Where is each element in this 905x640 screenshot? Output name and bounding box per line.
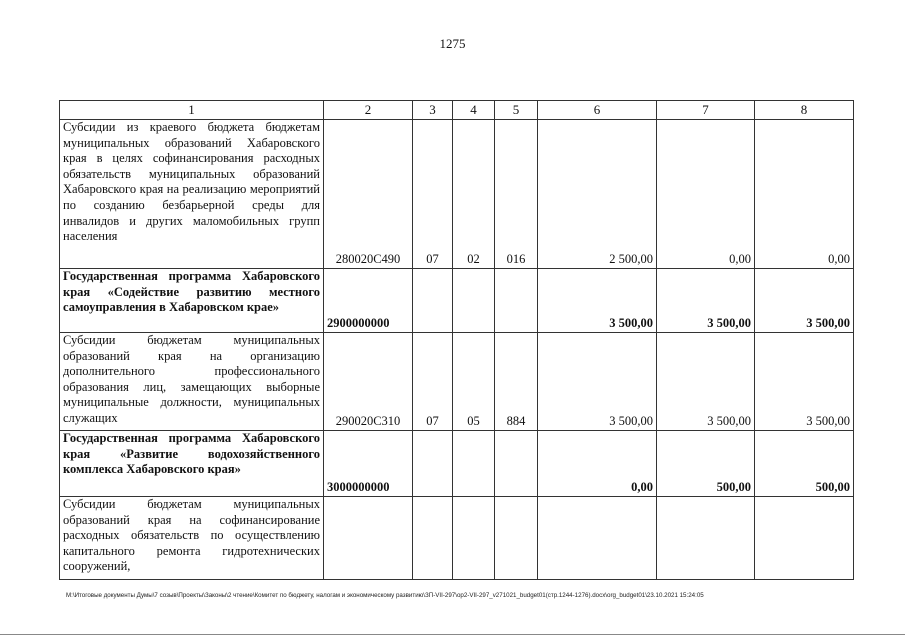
table-row [60,497,854,580]
header-cell: 2 [324,101,413,120]
row-section [413,269,453,333]
row-value-7: 500,00 [657,431,755,497]
row-type [495,269,538,333]
row-value-6: 2 500,00 [538,120,657,269]
page-number: 1275 [439,36,466,51]
row-type [495,497,538,580]
row-value-7: 0,00 [657,120,755,269]
row-value-6 [538,497,657,580]
header-cell: 6 [538,101,657,120]
row-value-8 [755,497,854,580]
row-value-8: 0,00 [755,120,854,269]
row-value-7: 3 500,00 [657,333,755,431]
row-subsection [453,431,495,497]
row-code: 2900000000 [324,269,413,333]
row-name: Субсидии из краевого бюджета бюджетам муниципальных образований Хабаровского края в целях софинансирования расходных обязательств муниципальных образований Хабаровского края на реализацию мероприятий по созданию безбарьерной среды для инвалидов и других маломобильных групп населения [60,120,324,269]
table-header-row [60,101,854,120]
row-value-6: 3 500,00 [538,333,657,431]
row-value-6: 0,00 [538,431,657,497]
row-subsection [453,269,495,333]
row-subsection: 02 [453,120,495,269]
header-cell: 5 [495,101,538,120]
table-row [60,333,854,431]
row-code: 280020С490 [324,120,413,269]
row-name: Субсидии бюджетам муниципальных образований края на организацию дополнительного профессионального образования лиц, замещающих выборные муниципальные должности, муниципальных служащих [60,333,324,431]
bottom-divider [0,634,905,635]
row-code: 3000000000 [324,431,413,497]
row-value-8: 3 500,00 [755,333,854,431]
header-cell: 3 [413,101,453,120]
row-code: 290020С310 [324,333,413,431]
row-type: 016 [495,120,538,269]
row-name: Государственная программа Хабаровского края «Развитие водохозяйственного комплекса Хабаровского края» [60,431,324,497]
row-subsection: 05 [453,333,495,431]
table-row [60,431,854,497]
table-row [60,269,854,333]
row-section [413,431,453,497]
row-value-7: 3 500,00 [657,269,755,333]
row-section: 07 [413,333,453,431]
row-name: Государственная программа Хабаровского края «Содействие развитию местного самоуправления в Хабаровском крае» [60,269,324,333]
budget-table [59,100,854,580]
row-type: 884 [495,333,538,431]
row-name: Субсидии бюджетам муниципальных образований края на софинансирование расходных обязательств по осуществлению капитального ремонта гидротехнических сооружений, [60,497,324,580]
row-section [413,497,453,580]
row-value-8: 500,00 [755,431,854,497]
footer-file-path: М:\Итоговые документы Думы\7 созыв\Проекты\Законы\2 чтение\Комитет по бюджету, налогам и экономическому развитию\ЗП-VII-297\ор2-VII-297_v271021_budget01(стр.1244-1276).docx\org_budget01\23.10.2021 15:24:05 [66,592,704,599]
row-value-6: 3 500,00 [538,269,657,333]
row-section: 07 [413,120,453,269]
header-cell: 7 [657,101,755,120]
row-subsection [453,497,495,580]
row-type [495,431,538,497]
header-cell: 8 [755,101,854,120]
row-value-8: 3 500,00 [755,269,854,333]
header-cell: 4 [453,101,495,120]
table-row [60,120,854,269]
row-code [324,497,413,580]
row-value-7 [657,497,755,580]
header-cell: 1 [60,101,324,120]
